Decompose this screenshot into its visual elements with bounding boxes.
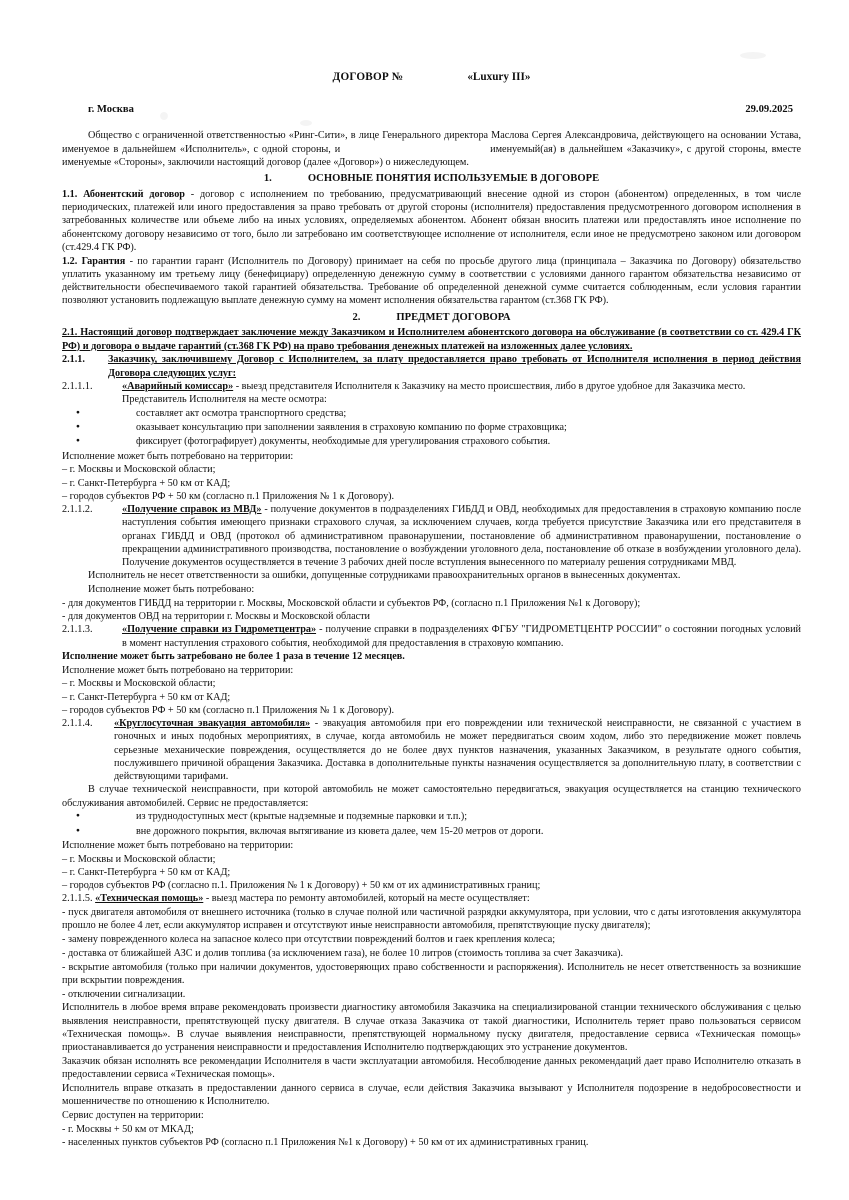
territory-item: - населенных пунктов субъектов РФ (согласно п.1 Приложения №1 к Договору) + 50 км от их административных границ. bbox=[62, 1136, 589, 1148]
clause-2-1-text: Настоящий договор подтверждает заключение между Заказчиком и Исполнителем абонентского договора на обслуживание (в соответствии со ст. 429.4 ГК РФ) и договора о выдаче гарантий (ст.368 ГК РФ) на право требования денежных платежей на изложенных далее условиях. bbox=[62, 327, 801, 352]
territory-item: - г. Москвы + 50 км от МКАД; bbox=[62, 1123, 194, 1135]
clause-2-1-1-5 bbox=[62, 892, 801, 905]
clause-2-1-1-4 bbox=[62, 717, 801, 783]
contract-name: «Luxury III» bbox=[467, 71, 531, 83]
clause-2-1-1 bbox=[62, 353, 801, 380]
clause-2-1-1-1-term: «Аварийный комиссар» bbox=[122, 380, 234, 392]
service-item: - вскрытие автомобиля (только при наличии документов, удостоверяющих право собственности и распоряжения). Исполнитель не несет ответственность за возникшие при вскрытии повреждения. bbox=[62, 961, 801, 986]
contract-label: ДОГОВОР № bbox=[332, 71, 404, 83]
document-title-row bbox=[62, 70, 801, 85]
bullet-icon bbox=[62, 825, 136, 838]
clause-2-1-1-3 bbox=[62, 623, 801, 650]
clause-2-1-1-5-text: - выезд мастера по ремонту автомобилей, который на месте осуществляет: bbox=[203, 893, 530, 905]
clause-2-1-1-5-obligations: Заказчик обязан исполнять все рекомендации Исполнителя в части эксплуатации автомобиля. Несоблюдение данных рекомендаций дает право Исполнителю отказать в предоставлении сервиса «Техническая помощь». bbox=[62, 1055, 801, 1081]
list-item: ● составляет акт осмотра транспортного средства; bbox=[62, 407, 801, 420]
territory-item: – г. Москвы и Московской области; bbox=[62, 853, 216, 865]
clause-2-1-1-3-text: - получение справки в подразделениях ФГБУ "ГИДРОМЕТЦЕНТР РОССИИ" о состоянии погодных условий в момент наступления страхового события, необходимой для предоставления в страховую компанию. bbox=[122, 624, 801, 649]
clause-2-1-1-2-number: 2.1.1.2. bbox=[62, 504, 93, 516]
clause-2-1-1-2-body bbox=[122, 503, 801, 569]
clause-2-1-1-3-term: «Получение справки из Гидрометцентра» bbox=[122, 624, 317, 636]
bullet-icon bbox=[62, 421, 136, 434]
clause-2-1-1-5-refusal: Исполнитель вправе отказать в предоставлении данного сервиса в случае, если действия Заказчика вызывают у Исполнителя подозрение в недобросовестности и мошенничестве по отношению к Исполнителю. bbox=[62, 1082, 801, 1108]
territory-item: - для документов ОВД на территории г. Москвы и Московской области bbox=[62, 611, 371, 623]
clause-2-1-1-1-territory-label: Исполнение может быть потребовано на территории: bbox=[62, 450, 294, 462]
clause-1-1-term: Абонентский договор bbox=[83, 188, 185, 200]
territory-item: - для документов ГИБДД на территории г. Москвы, Московской области и субъектов РФ, (согласно п.1 Приложения №1 к Договору); bbox=[62, 597, 641, 609]
service-item: - отключении сигнализации. bbox=[62, 988, 186, 1000]
section-1-title: ОСНОВНЫЕ ПОНЯТИЯ ИСПОЛЬЗУЕМЫЕ В ДОГОВОРЕ bbox=[307, 173, 600, 185]
clause-2-1-1-5-number: 2.1.1.5. bbox=[62, 893, 93, 905]
clause-2-1-1-4-number: 2.1.1.4. bbox=[62, 718, 93, 730]
service-item: - доставка от ближайшей АЗС и долив топлива (за исключением газа), не более 10 литров (стоимость топлива за счет Заказчика). bbox=[62, 947, 624, 959]
clause-2-1-1-1 bbox=[62, 380, 801, 393]
clause-2-1-1-4-bullet-list bbox=[62, 810, 801, 838]
territory-item: – городов субъектов РФ + 50 км (согласно п.1 Приложения № 1 к Договору). bbox=[62, 704, 395, 716]
contract-date: 29.09.2025 bbox=[745, 103, 793, 115]
section-heading-2 bbox=[62, 311, 801, 325]
bullet-icon bbox=[62, 435, 136, 448]
clause-2-1-1-1-text: - выезд представителя Исполнителя к Заказчику на место происшествия, либо в другое удобное для Заказчика место. bbox=[233, 380, 746, 392]
territory-item: – г. Санкт-Петербурга + 50 км от КАД; bbox=[62, 866, 231, 878]
clause-2-1-1-2-text: - получение документов в подразделениях ГИБДД и ОВД, необходимых для предоставления в страховую компанию после наступления события имеющего признаки страхового случая, за исключением случаев, когда требуется присутствие Заказчика или его представителя в органах ГИБДД и ОВД (протокол об административном правонарушении, постановление об административном правонарушении, постановление о прекращении административного производства, постановление о возбуждении уголовного дела, постановление об отказе в возбуждении уголовного дела). Получение документов осуществляется в течение 3 рабочих дней после вступления вынесенного по материалу решения сотрудниками МВД. bbox=[122, 504, 802, 569]
clause-1-2-text: - по гарантии гарант (Исполнитель по Договору) принимает на себя по просьбе другого лица (принципала – Заказчика по Договору) обязательство уплатить указанному им третьему лицу (бенефициару) определенную денежную сумму в соответствии с условиями данного гарантом обязательства независимо от действительности обеспечиваемого такой гарантией обязательства. Требование об определенной денежной сумме считается соблюденным, если условия гарантии позволяют установить подлежащую выплате денежную сумму на момент исполнения обязательства гарантом (ст.368 ГК РФ). bbox=[62, 255, 801, 307]
service-item: - пуск двигателя автомобиля от внешнего источника (только в случае полной или частичной разрядки аккумулятора, при условии, что с даты изготовления аккумулятора прошло не более 4 лет, если аккумулятор исправен и отсутствуют иные неисправности автомобиля, препятствующие пуску двигателя); bbox=[62, 907, 801, 932]
clause-2-1-1-1-number: 2.1.1.1. bbox=[62, 380, 93, 392]
clause-1-2-term: Гарантия bbox=[81, 255, 126, 267]
clause-2-1-1-1-subheading: Представитель Исполнителя на месте осмотра: bbox=[122, 394, 327, 406]
clause-1-2-number: 1.2. bbox=[62, 255, 78, 267]
service-item: - замену поврежденного колеса на запасное колесо при отсутствии повреждений болтов и гаек крепления колеса; bbox=[62, 934, 556, 946]
clause-2-1-1-5-diagnostics: Исполнитель в любое время вправе рекомендовать произвести диагностику автомобиля Заказчика на специализированой станции технического обслуживания с целью выявления неисправности, препятствующей пуску двигателя. В случае отказа Заказчика от такой диагностики, Исполнитель теряет право пользоваться сервисом «Техническая помощь». В случае выявления неисправности, препятствующей нормальному пуску двигателя, предоставление сервиса «Техническая помощь» приостанавливается до устранения неисправности и предоставления Исполнителю подтверждающих это устранение документов. bbox=[62, 1002, 801, 1054]
clause-2-1-1-4-term: «Круглосуточная эвакуация автомобиля» bbox=[114, 718, 311, 730]
clause-2-1-1-4-para2: В случае технической неисправности, при которой автомобиль не может самостоятельно передвигаться, эвакуация осуществляется на станцию технического обслуживания автомобилей. Сервис не предоставляется: bbox=[62, 784, 801, 809]
section-2-number: 2. bbox=[352, 311, 361, 323]
clause-2-1-1-4-territory-label: Исполнение может быть потребовано на территории: bbox=[62, 839, 294, 851]
city-label: г. Москва bbox=[88, 103, 134, 115]
clause-1-2 bbox=[62, 255, 801, 308]
bullet-icon bbox=[62, 407, 136, 420]
clause-2-1-1-5-term: «Техническая помощь» bbox=[95, 893, 204, 905]
clause-2-1 bbox=[62, 326, 801, 353]
clause-2-1-1-1-body bbox=[122, 380, 801, 393]
clause-2-1-1-2-note: Исполнитель не несет ответственности за ошибки, допущенные сотрудниками правоохранительных органов в вынесенных документах. bbox=[88, 570, 681, 582]
list-item: ● оказывает консультацию при заполнении заявления в страховую компанию по форме страховщика; bbox=[62, 421, 801, 434]
territory-item: – городов субъектов РФ + 50 км (согласно п.1 Приложения № 1 к Договору). bbox=[62, 490, 395, 502]
clause-2-1-1-3-body bbox=[122, 623, 801, 650]
clause-2-1-1-3-number: 2.1.1.3. bbox=[62, 624, 93, 636]
city-date-row bbox=[62, 103, 801, 117]
territory-item: – городов субъектов РФ (согласно п.1. Приложения № 1 к Договору) + 50 км от их административных границ; bbox=[62, 880, 541, 892]
clause-2-1-1-4-text: - эвакуация автомобиля при его повреждении или технической неисправности, не связанной с участием в гоночных и иных подобных мероприятиях, в случае, когда автомобиль не может передвигаться своим ходом, либо это передвижение может повлечь серьезные механические повреждения, осуществляется до не более двух пунктов назначения, указанных Заказчиком, в результате одного события, послужившего причиной обращения Заказчика. Доставка в дополнительные пункты назначения осуществляется за дополнительную плату, в соответствии с действующими тарифами. bbox=[114, 718, 802, 783]
clause-2-1-1-number: 2.1.1. bbox=[62, 354, 85, 366]
clause-2-1-1-text: Заказчику, заключившему Договор с Исполнителем, за плату предоставляется право требовать от Исполнителя исполнения в период действия Договора следующих услуг: bbox=[108, 354, 801, 379]
list-item: ● фиксирует (фотографирует) документы, необходимые для урегулирования страхового события. bbox=[62, 435, 801, 448]
section-2-title: ПРЕДМЕТ ДОГОВОРА bbox=[396, 311, 511, 323]
territory-item: – г. Санкт-Петербурга + 50 км от КАД; bbox=[62, 477, 231, 489]
list-item: ● вне дорожного покрытия, включая вытягивание из кювета далее, чем 15-20 метров от дороги. bbox=[62, 825, 801, 838]
intro-text-part1: Общество с ограниченной ответственностью «Ринг-Сити», в лице Генерального директора Маслова Сергея Александровича, действующего на основании Устава, именуемое в дальнейшем «Исполнитель», с одной стороны, и bbox=[62, 130, 801, 155]
document-body bbox=[62, 70, 801, 1149]
clause-2-1-1-4-body bbox=[114, 717, 801, 783]
clause-2-1-1-2-territory-label: Исполнение может быть потребовано: bbox=[88, 584, 255, 596]
clause-2-1-1-5-territory-label: Сервис доступен на территории: bbox=[62, 1109, 204, 1121]
section-heading-1 bbox=[62, 172, 801, 186]
intro-text-part2: именуемый(ая) в дальнейшем «Заказчику», с другой стороны, вместе именуемые «Стороны», заключили настоящий договор (далее «Договор») о нижеследующем. bbox=[62, 143, 801, 168]
clause-1-1-number: 1.1. bbox=[62, 188, 78, 200]
clause-2-1-1-2-term: «Получение справок из МВД» bbox=[122, 504, 262, 516]
clause-1-1 bbox=[62, 188, 801, 254]
clause-1-1-text: - договор с исполнением по требованию, предусматривающий внесение одной из сторон (абонентом) определенных, в том числе периодических, платежей или иного предоставления за право требовать от другой стороны (исполнителя) предоставления предусмотренного договором исполнения в затребованных количестве или объеме либо на иных условиях, определяемых абонентом. Абонент обязан вносить платежи или предоставлять иное исполнение по абонентскому договору независимо от того, было ли затребовано им соответствующее исполнение от исполнителя, если иное не предусмотрено законом или договором (ст.429.4 ГК РФ). bbox=[62, 188, 801, 253]
bullet-icon bbox=[62, 810, 136, 823]
clause-2-1-1-3-limit: Исполнение может быть затребовано не более 1 раза в течение 12 месяцев. bbox=[62, 650, 405, 662]
territory-item: – г. Санкт-Петербурга + 50 км от КАД; bbox=[62, 691, 231, 703]
intro-paragraph bbox=[62, 129, 801, 169]
list-item: ● из труднодоступных мест (крытые надземные и подземные парковки и т.п.); bbox=[62, 810, 801, 823]
clause-2-1-1-1-bullet-list bbox=[62, 407, 801, 449]
territory-item: – г. Москвы и Московской области; bbox=[62, 678, 216, 690]
section-1-number: 1. bbox=[263, 173, 272, 185]
clause-2-1-number: 2.1. bbox=[62, 327, 78, 339]
territory-item: – г. Москвы и Московской области; bbox=[62, 464, 216, 476]
clause-2-1-1-2 bbox=[62, 503, 801, 569]
clause-2-1-1-3-territory-label: Исполнение может быть потребовано на территории: bbox=[62, 664, 294, 676]
